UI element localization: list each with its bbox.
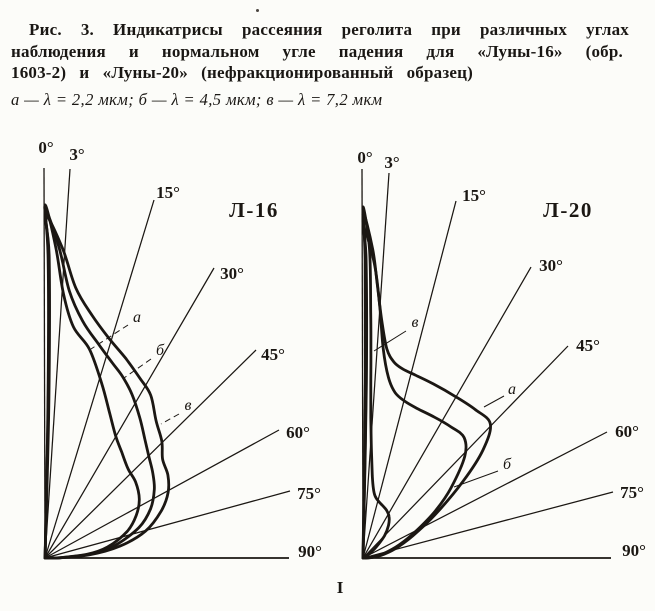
ray-label-0deg-l16: 0° — [38, 138, 54, 157]
curve-leader-б-l20 — [454, 471, 498, 487]
caption-wavelength-legend: а — λ = 2,2 мкм; б — λ = 4,5 мкм; в — λ = 7,2 мкм — [11, 89, 383, 109]
ray-label-90deg-l16: 90° — [298, 542, 322, 561]
curve-leader-в-l20 — [374, 331, 406, 351]
ray-75°-l16 — [45, 491, 290, 558]
ray-label-75°-l16: 75° — [297, 484, 321, 503]
ray-label-0deg-l20: 0° — [357, 148, 373, 167]
ray-label-60°-l16: 60° — [286, 423, 310, 442]
curve-label-в-l16: в — [184, 397, 192, 414]
ray-label-45°-l16: 45° — [261, 345, 285, 364]
ray-label-15°-l20: 15° — [462, 186, 486, 205]
ray-label-75°-l20: 75° — [620, 483, 644, 502]
curve-label-б-l20: б — [502, 456, 512, 473]
ray-label-45°-l20: 45° — [576, 336, 600, 355]
figure-caption — [11, 19, 643, 110]
caption-line-2: наблюдения и нормальном угле падения для «Луны-16» (обр. — [11, 41, 623, 61]
curve-label-б-l16: б — [155, 342, 165, 359]
caption-line-3: 1603-2) и «Луны-20» (нефракционированный образец) — [11, 63, 473, 83]
axis-0deg-l16 — [44, 168, 45, 558]
curve-label-в-l20: в — [411, 314, 419, 331]
curve-leader-а-l20 — [484, 396, 504, 407]
ray-label-60°-l20: 60° — [615, 422, 639, 441]
caption-line-1: Рис. 3. Индикатрисы рассеяния реголита при различных углах — [29, 20, 629, 39]
ray-label-30°-l20: 30° — [539, 256, 563, 275]
diagram-title-l16: Л-16 — [229, 198, 279, 222]
diagram-title-l20: Л-20 — [543, 198, 593, 222]
ray-label-30°-l16: 30° — [220, 264, 244, 283]
ray-label-3°-l20: 3° — [384, 153, 400, 172]
ray-label-90deg-l20: 90° — [622, 541, 646, 560]
ray-75°-l20 — [363, 492, 613, 558]
page-mark: I — [336, 578, 344, 597]
curve-label-а-l16: а — [133, 309, 141, 326]
ray-label-3°-l16: 3° — [69, 145, 85, 164]
curve-label-а-l20: а — [508, 381, 516, 398]
curve-leader-в-l16 — [161, 414, 179, 424]
ray-label-15°-l16: 15° — [156, 183, 180, 202]
